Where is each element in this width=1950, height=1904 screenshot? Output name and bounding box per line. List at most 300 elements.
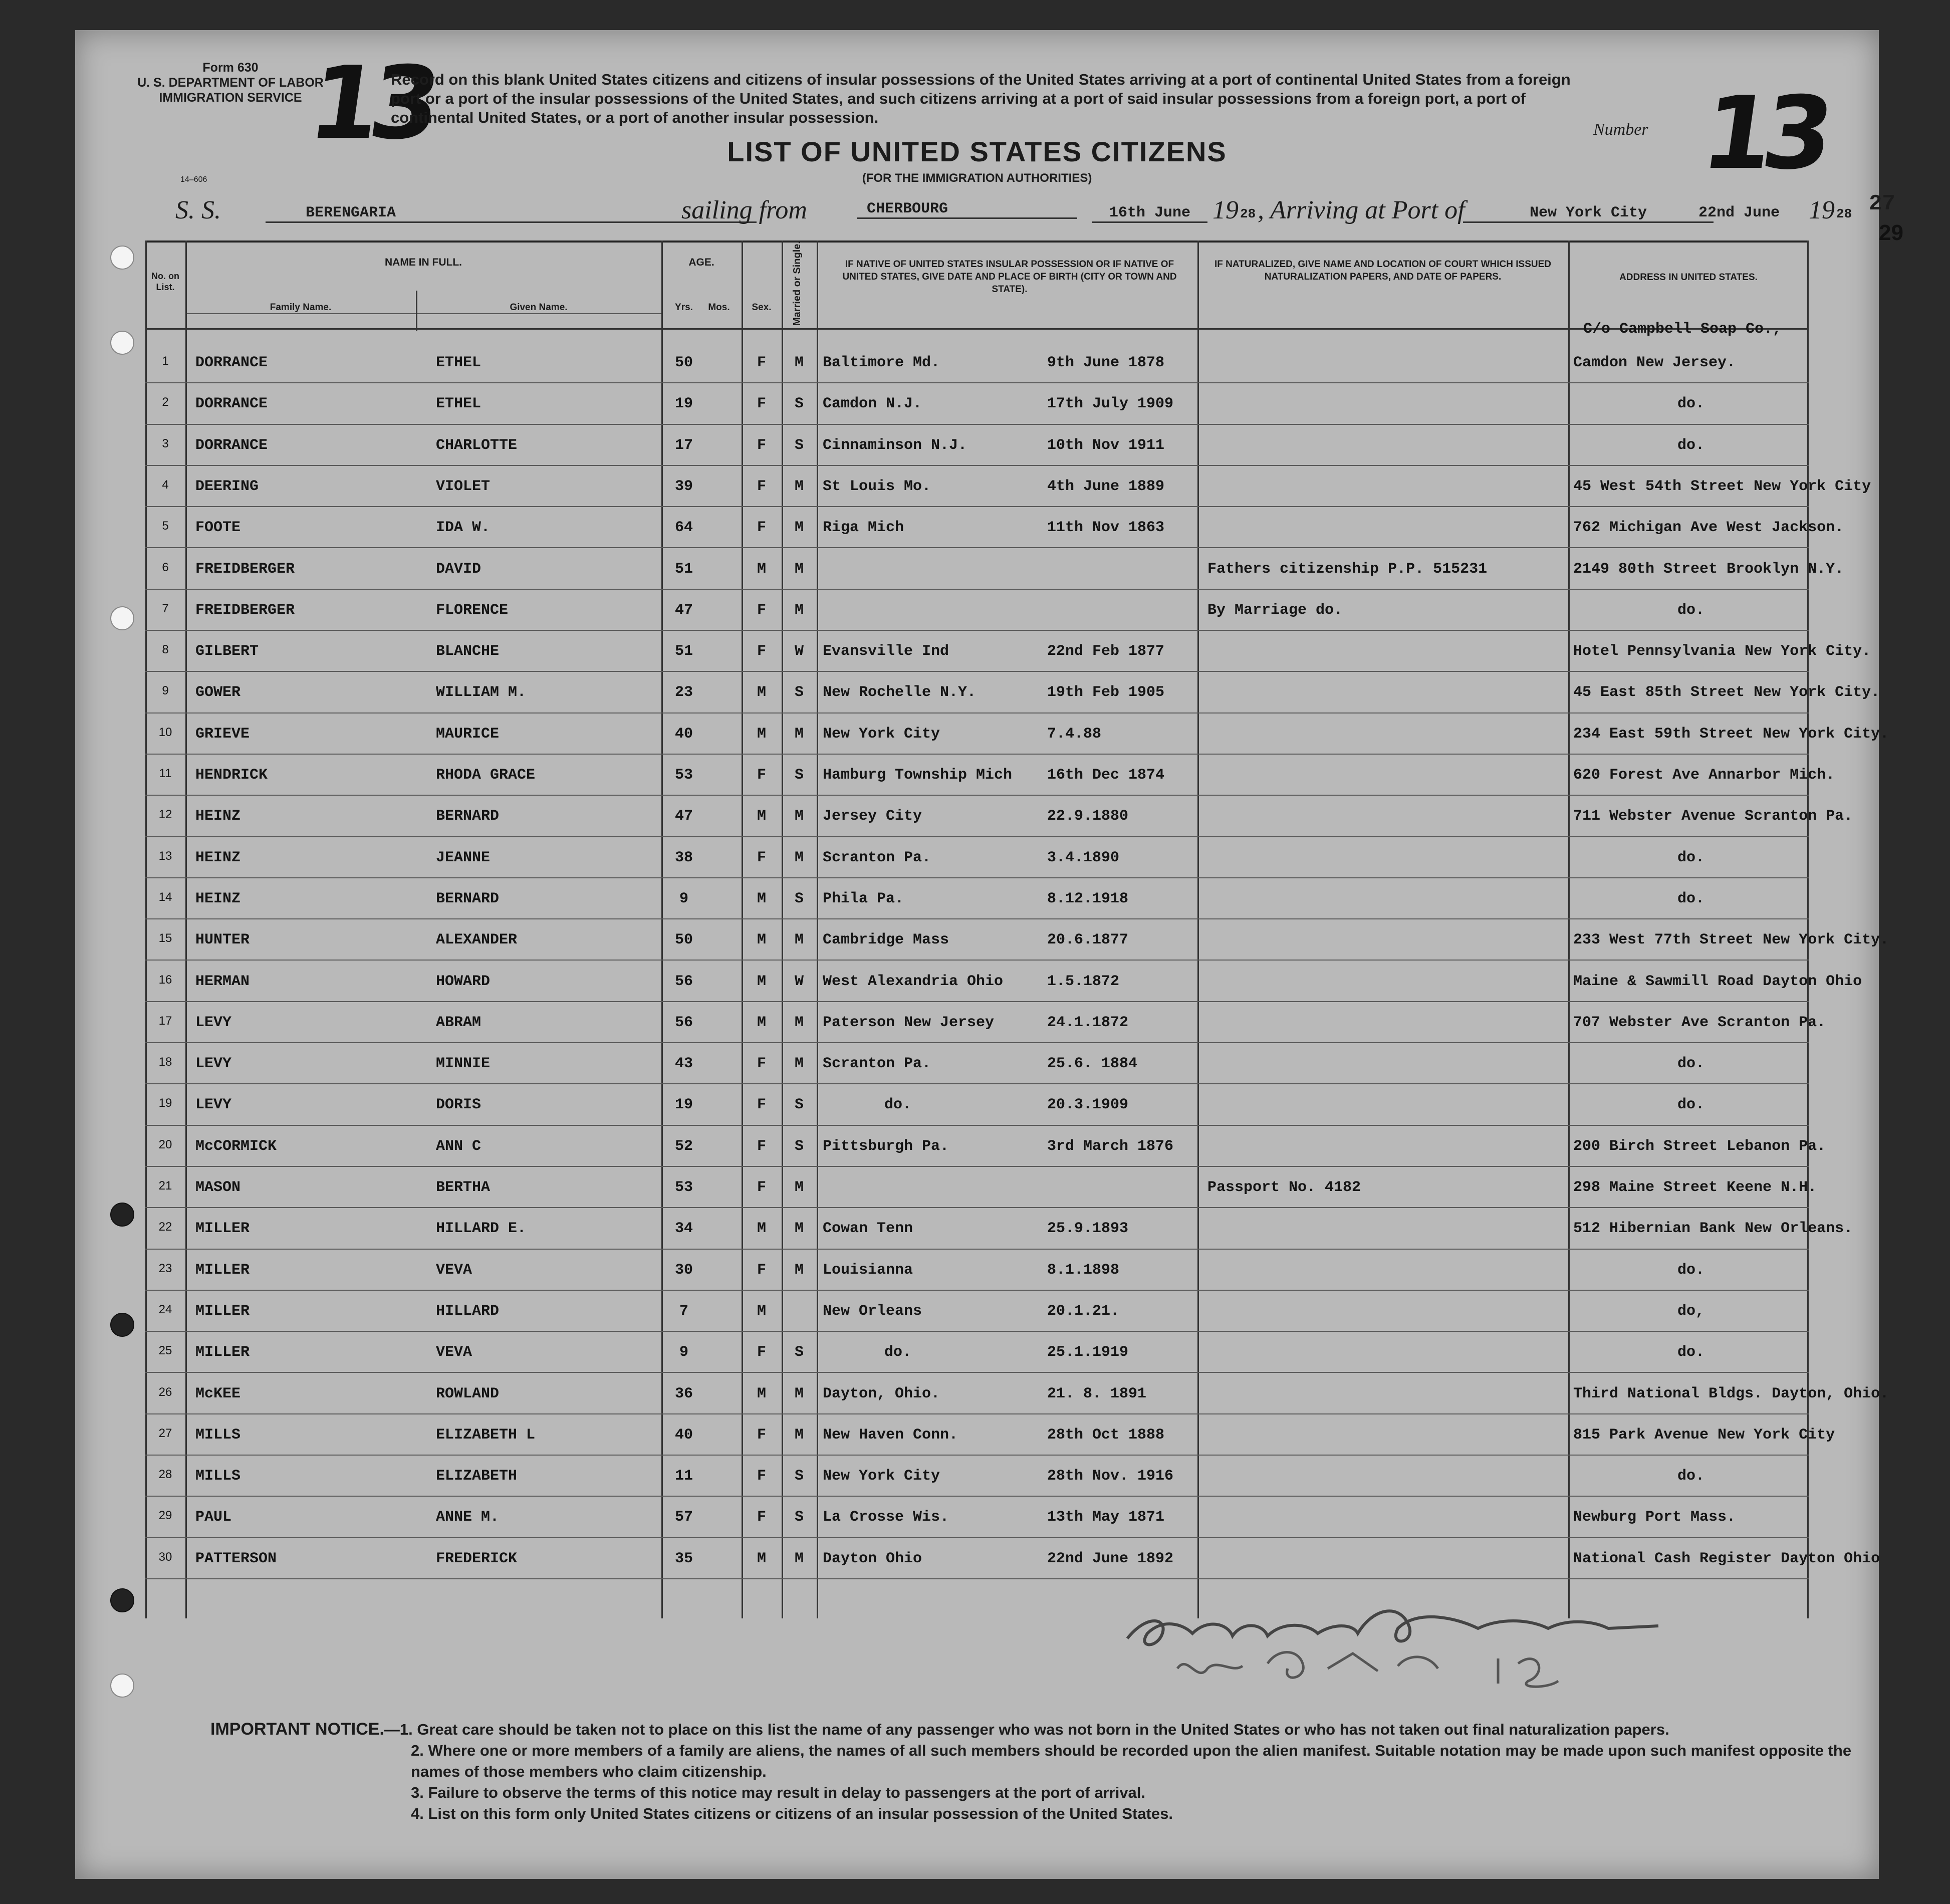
cell-no: 16 xyxy=(158,973,172,987)
handwritten-number-right: 13 xyxy=(1695,75,1831,192)
cell-no: 24 xyxy=(158,1302,172,1316)
row-rule xyxy=(145,671,1809,672)
cell-ms: S xyxy=(794,1509,804,1526)
cell-address: 711 Webster Avenue Scranton Pa. xyxy=(1573,808,1853,825)
cell-given: ALEXANDER xyxy=(436,931,518,949)
cell-sex: M xyxy=(757,931,766,949)
cell-address: do. xyxy=(1677,1055,1704,1073)
punch-hole-icon xyxy=(110,1674,134,1698)
table-row xyxy=(145,1415,1835,1457)
cell-family: LEVY xyxy=(195,1055,232,1073)
cell-date: 3.4.1890 xyxy=(1047,849,1120,866)
cell-given: ANN C xyxy=(436,1137,481,1155)
header-sex: Sex. xyxy=(752,302,772,313)
table-row xyxy=(145,797,1853,838)
cell-age: 51 xyxy=(674,560,693,578)
cell-age: 23 xyxy=(674,684,693,701)
cell-place: Cambridge Mass xyxy=(823,931,949,949)
table-row xyxy=(145,508,1844,549)
cell-given: MINNIE xyxy=(436,1055,491,1073)
cell-family: MASON xyxy=(195,1179,241,1196)
cell-ms: S xyxy=(794,436,804,454)
cell-ms: M xyxy=(794,1014,804,1031)
row-rule xyxy=(145,877,1809,878)
header-no: No. on List. xyxy=(151,271,179,292)
departure-year: 28 xyxy=(1240,206,1256,221)
cell-date: 7.4.88 xyxy=(1047,725,1102,743)
cell-family: HEINZ xyxy=(195,890,241,907)
important-notice xyxy=(210,1719,1864,1824)
cell-given: ELIZABETH L xyxy=(436,1426,536,1444)
cell-ms: M xyxy=(794,808,804,825)
row-rule xyxy=(145,1001,1809,1002)
cell-no: 20 xyxy=(158,1137,172,1151)
cell-ms: M xyxy=(794,849,804,866)
row-rule xyxy=(145,1413,1809,1414)
notice-title: IMPORTANT NOTICE. xyxy=(210,1720,384,1739)
cell-age: 9 xyxy=(679,1344,688,1361)
cell-age: 30 xyxy=(674,1261,693,1279)
cell-address: 815 Park Avenue New York City xyxy=(1573,1426,1835,1444)
row-rule xyxy=(145,960,1809,961)
cell-age: 40 xyxy=(674,1426,693,1444)
cell-sex: F xyxy=(757,601,766,619)
arriving-label: , Arriving at Port of xyxy=(1258,196,1465,224)
header-name-in-full: NAME IN FULL. xyxy=(385,257,462,268)
cell-age: 17 xyxy=(674,436,693,454)
cell-place: Cowan Tenn xyxy=(823,1220,913,1238)
row-rule xyxy=(145,836,1809,837)
arrival-date: 22nd June xyxy=(1698,204,1780,221)
cell-ms: M xyxy=(794,725,804,743)
cell-date: 1.5.1872 xyxy=(1047,973,1120,990)
table-row xyxy=(145,321,1809,384)
cell-date: 17th July 1909 xyxy=(1047,395,1174,413)
cell-age: 40 xyxy=(674,725,693,743)
cell-family: HEINZ xyxy=(195,808,241,825)
cell-sex: M xyxy=(757,1550,766,1567)
cell-sex: F xyxy=(757,1055,766,1073)
row-rule xyxy=(145,1042,1809,1043)
cell-sex: M xyxy=(757,1014,766,1031)
cell-address: Maine & Sawmill Road Dayton Ohio xyxy=(1573,973,1862,990)
year-prefix-arrival: 19 xyxy=(1809,196,1835,224)
row-rule xyxy=(145,1166,1809,1167)
cell-ms: M xyxy=(794,1550,804,1567)
cell-age: 39 xyxy=(674,478,693,495)
cell-given: HILLARD E. xyxy=(436,1220,527,1238)
cell-ms: S xyxy=(794,1468,804,1485)
table-row xyxy=(145,1085,1809,1126)
cell-no: 8 xyxy=(162,643,169,657)
cell-date: 8.12.1918 xyxy=(1047,890,1129,907)
inspector-signature xyxy=(1117,1573,1719,1704)
cell-family: DORRANCE xyxy=(195,436,268,454)
cell-age: 51 xyxy=(674,643,693,660)
row-rule xyxy=(145,630,1809,631)
cell-date: 9th June 1878 xyxy=(1047,354,1165,371)
cell-address: do. xyxy=(1677,601,1704,619)
cell-ms: W xyxy=(794,973,804,990)
table-row xyxy=(145,1251,1809,1292)
cell-given: BERNARD xyxy=(436,890,500,907)
cell-no: 10 xyxy=(158,725,172,739)
cell-no: 18 xyxy=(158,1055,172,1069)
punch-hole-icon xyxy=(110,246,134,270)
cell-no: 14 xyxy=(158,890,172,904)
page-title: LIST OF UNITED STATES CITIZENS xyxy=(727,136,1227,167)
cell-ms: M xyxy=(794,1179,804,1196)
cell-place: New York City xyxy=(823,725,940,743)
cell-family: GILBERT xyxy=(195,643,259,660)
cell-place: New Haven Conn. xyxy=(823,1426,958,1444)
cell-given: BERTHA xyxy=(436,1179,491,1196)
cell-address: 2149 80th Street Brooklyn N.Y. xyxy=(1573,560,1844,578)
table-row xyxy=(145,715,1889,756)
cell-ms: S xyxy=(794,1137,804,1155)
table-row xyxy=(145,879,1809,920)
cell-sex: F xyxy=(757,1426,766,1444)
cell-given: ELIZABETH xyxy=(436,1468,518,1485)
cell-sex: M xyxy=(757,973,766,990)
cell-date: 22nd Feb 1877 xyxy=(1047,643,1165,660)
cell-no: 27 xyxy=(158,1426,172,1440)
cell-no: 13 xyxy=(158,849,172,863)
cell-address: do, xyxy=(1677,1302,1704,1320)
table-row xyxy=(145,1292,1809,1333)
cell-no: 9 xyxy=(162,684,169,698)
cell-place: La Crosse Wis. xyxy=(823,1509,949,1526)
number-label: Number xyxy=(1593,120,1648,139)
cell-address: National Cash Register Dayton Ohio xyxy=(1573,1550,1880,1567)
cell-address: do. xyxy=(1677,1096,1704,1114)
cell-given: BERNARD xyxy=(436,808,500,825)
cell-ms: M xyxy=(794,1426,804,1444)
row-rule xyxy=(145,1455,1809,1456)
cell-place: Camdon N.J. xyxy=(823,395,922,413)
cell-age: 19 xyxy=(674,1096,693,1114)
table-row xyxy=(145,632,1871,673)
cell-sex: M xyxy=(757,890,766,907)
cell-given: FLORENCE xyxy=(436,601,509,619)
cell-place: St Louis Mo. xyxy=(823,478,931,495)
table-row xyxy=(145,962,1862,1003)
cell-no: 29 xyxy=(158,1509,172,1523)
cell-date: 28th Nov. 1916 xyxy=(1047,1468,1174,1485)
cell-date: 13th May 1871 xyxy=(1047,1509,1165,1526)
voyage-line xyxy=(175,191,1895,225)
cell-address: do. xyxy=(1677,849,1704,866)
cell-place: Dayton, Ohio. xyxy=(823,1385,940,1402)
cell-given: WILLIAM M. xyxy=(436,684,527,701)
stamp-number: 27 xyxy=(1869,191,1895,216)
cell-given: HILLARD xyxy=(436,1302,500,1320)
cell-ms: M xyxy=(794,519,804,537)
form-info xyxy=(135,60,326,105)
table-row xyxy=(145,673,1880,714)
row-rule xyxy=(145,1125,1809,1126)
cell-address: 298 Maine Street Keene N.H. xyxy=(1573,1179,1817,1196)
cell-place: Hamburg Township Mich xyxy=(823,767,1013,784)
sailing-label: sailing from xyxy=(681,196,807,224)
header-married-single: Married or Single. xyxy=(792,241,803,326)
cell-age: 53 xyxy=(674,767,693,784)
row-rule xyxy=(145,1083,1809,1084)
cell-date: 20.3.1909 xyxy=(1047,1096,1129,1114)
cell-place: do. xyxy=(884,1344,911,1361)
header-yrs: Yrs. xyxy=(675,302,693,313)
cell-address: 234 East 59th Street New York City. xyxy=(1573,725,1889,743)
cell-given: RHODA GRACE xyxy=(436,767,536,784)
punch-hole-icon xyxy=(110,1588,134,1612)
cell-no: 5 xyxy=(162,519,169,533)
cell-date: 20.6.1877 xyxy=(1047,931,1129,949)
cell-given: ETHEL xyxy=(436,354,481,371)
cell-date: 11th Nov 1863 xyxy=(1047,519,1165,537)
notice-item-3: 3. Failure to observe the terms of this notice may result in delay to passengers at the port of arrival. xyxy=(411,1784,1146,1801)
cell-sex: F xyxy=(757,1261,766,1279)
row-rule xyxy=(145,506,1809,507)
handwritten-number-left: 13 xyxy=(302,45,438,162)
table-top-rule xyxy=(145,241,1809,243)
cell-given: ABRAM xyxy=(436,1014,481,1031)
cell-family: DEERING xyxy=(195,478,259,495)
table-row xyxy=(145,384,1809,425)
cell-age: 47 xyxy=(674,601,693,619)
row-rule xyxy=(145,1537,1809,1538)
cell-family: LEVY xyxy=(195,1096,232,1114)
cell-family: HEINZ xyxy=(195,849,241,866)
cell-age: 56 xyxy=(674,1014,693,1031)
table-row xyxy=(145,1003,1826,1044)
port-to: New York City xyxy=(1463,204,1714,223)
cell-no: 11 xyxy=(159,767,172,780)
table-row xyxy=(145,1127,1826,1168)
cell-address: do. xyxy=(1677,1468,1704,1485)
cell-place: Dayton Ohio xyxy=(823,1550,922,1567)
cell-no: 1 xyxy=(162,354,169,368)
cell-date: 20.1.21. xyxy=(1047,1302,1120,1320)
table-row xyxy=(145,467,1871,508)
header-mos: Mos. xyxy=(708,302,730,313)
cell-place: New Rochelle N.Y. xyxy=(823,684,977,701)
cell-given: VEVA xyxy=(436,1261,472,1279)
cell-no: 17 xyxy=(158,1014,172,1028)
cell-age: 19 xyxy=(674,395,693,413)
cell-place: Jersey City xyxy=(823,808,922,825)
cell-nat: By Marriage do. xyxy=(1207,601,1343,619)
port-from: CHERBOURG xyxy=(857,200,1077,219)
cell-place: Evansville Ind xyxy=(823,643,949,660)
row-rule xyxy=(145,754,1809,755)
cell-age: 47 xyxy=(674,808,693,825)
cell-family: MILLER xyxy=(195,1302,250,1320)
table-row xyxy=(145,426,1809,467)
cell-sex: F xyxy=(757,849,766,866)
table-row xyxy=(145,1333,1809,1374)
row-rule xyxy=(145,589,1809,590)
punch-hole-icon xyxy=(110,1203,134,1227)
cell-sex: F xyxy=(757,1179,766,1196)
cell-ms: M xyxy=(794,601,804,619)
cell-family: FREIDBERGER xyxy=(195,560,295,578)
ss-label: S. S. xyxy=(175,196,221,224)
cell-place: Scranton Pa. xyxy=(823,1055,931,1073)
cell-ms: S xyxy=(794,1096,804,1114)
cell-sex: M xyxy=(757,1220,766,1238)
table-row xyxy=(145,1457,1809,1498)
cell-date: 22nd June 1892 xyxy=(1047,1550,1174,1567)
cell-no: 30 xyxy=(158,1550,172,1564)
cell-ms: S xyxy=(794,767,804,784)
cell-given: HOWARD xyxy=(436,973,491,990)
row-rule xyxy=(145,1207,1809,1208)
cell-family: GRIEVE xyxy=(195,725,250,743)
cell-age: 36 xyxy=(674,1385,693,1402)
punch-hole-icon xyxy=(110,331,134,355)
header-bottom-rule xyxy=(145,328,1809,330)
cell-given: IDA W. xyxy=(436,519,491,537)
row-rule xyxy=(145,465,1809,466)
arrival-year: 28 xyxy=(1836,206,1852,221)
cell-family: HUNTER xyxy=(195,931,250,949)
header-naturalized: IF NATURALIZED, GIVE NAME AND LOCATION OF COURT WHICH ISSUED NATURALIZATION PAPERS, AND DATE OF PAPERS. xyxy=(1214,259,1551,282)
cell-date: 10th Nov 1911 xyxy=(1047,436,1165,454)
punch-hole-icon xyxy=(110,1313,134,1337)
cell-age: 50 xyxy=(674,931,693,949)
cell-place: Scranton Pa. xyxy=(823,849,931,866)
cell-ms: M xyxy=(794,931,804,949)
cell-ms: M xyxy=(794,354,804,371)
cell-address: Third National Bldgs. Dayton, Ohio. xyxy=(1573,1385,1889,1402)
year-prefix-departure: 19 xyxy=(1212,196,1239,224)
cell-sex: M xyxy=(757,808,766,825)
cell-age: 64 xyxy=(674,519,693,537)
cell-ms: M xyxy=(794,1055,804,1073)
cell-age: 35 xyxy=(674,1550,693,1567)
record-instructions: Record on this blank United States citizens and citizens of insular possessions of the United States arriving at a port of continental United States from a foreign port or a port of the insular possessions of the United States, and such citizens arriving at a port of said insular possessions from a foreign port, a port of continental United States, or a port of another insular possession. xyxy=(391,71,1571,126)
table-row xyxy=(145,838,1809,879)
department-name: U. S. DEPARTMENT OF LABOR xyxy=(137,76,324,90)
departure-date: 16th June xyxy=(1092,204,1207,223)
cell-sex: F xyxy=(757,519,766,537)
cell-date: 28th Oct 1888 xyxy=(1047,1426,1165,1444)
cell-given: FREDERICK xyxy=(436,1550,518,1567)
cell-sex: M xyxy=(757,1302,766,1320)
cell-given: ANNE M. xyxy=(436,1509,500,1526)
cell-given: VIOLET xyxy=(436,478,491,495)
cell-address: 620 Forest Ave Annarbor Mich. xyxy=(1573,767,1835,784)
cell-address-line1: C/o Campbell Soap Co., xyxy=(1583,321,1782,338)
table-row xyxy=(145,591,1809,632)
cell-address: Hotel Pennsylvania New York City. xyxy=(1573,643,1871,660)
cell-ms: S xyxy=(794,890,804,907)
cell-ms: S xyxy=(794,395,804,413)
cell-date: 25.6. 1884 xyxy=(1047,1055,1138,1073)
cell-family: FOOTE xyxy=(195,519,241,537)
cell-address: 45 East 85th Street New York City. xyxy=(1573,684,1880,701)
cell-address: 512 Hibernian Bank New Orleans. xyxy=(1573,1220,1853,1238)
cell-family: MILLS xyxy=(195,1468,241,1485)
cell-date: 8.1.1898 xyxy=(1047,1261,1120,1279)
header-address: ADDRESS IN UNITED STATES. xyxy=(1619,272,1758,283)
cell-no: 12 xyxy=(158,808,172,822)
cell-address: Newburg Port Mass. xyxy=(1573,1509,1736,1526)
cell-sex: M xyxy=(757,684,766,701)
cell-ms: W xyxy=(794,643,804,660)
cell-given: CHARLOTTE xyxy=(436,436,518,454)
cell-address: do. xyxy=(1677,436,1704,454)
cell-given: MAURICE xyxy=(436,725,500,743)
cell-date: 3rd March 1876 xyxy=(1047,1137,1174,1155)
cell-place: New York City xyxy=(823,1468,940,1485)
header-age: AGE. xyxy=(688,257,714,268)
cell-address: do. xyxy=(1677,395,1704,413)
cell-no: 22 xyxy=(158,1220,172,1234)
cell-family: HENDRICK xyxy=(195,767,268,784)
row-rule xyxy=(145,424,1809,425)
cell-given: BLANCHE xyxy=(436,643,500,660)
cell-date: 22.9.1880 xyxy=(1047,808,1129,825)
passenger-table xyxy=(145,241,1889,1618)
cell-nat: Fathers citizenship P.P. 515231 xyxy=(1207,560,1488,578)
table-row xyxy=(145,1044,1809,1085)
cell-no: 15 xyxy=(158,931,172,945)
cell-sex: F xyxy=(757,767,766,784)
cell-age: 53 xyxy=(674,1179,693,1196)
table-row xyxy=(145,1374,1889,1415)
cell-given: ETHEL xyxy=(436,395,481,413)
cell-date: 25.9.1893 xyxy=(1047,1220,1129,1238)
row-rule xyxy=(145,547,1809,548)
cell-ms: M xyxy=(794,1261,804,1279)
cell-given: DAVID xyxy=(436,560,481,578)
cell-no: 7 xyxy=(162,601,169,615)
row-rule xyxy=(145,712,1809,713)
cell-place: Paterson New Jersey xyxy=(823,1014,995,1031)
cell-family: HERMAN xyxy=(195,973,250,990)
cell-no: 25 xyxy=(158,1344,172,1358)
cell-date: 4th June 1889 xyxy=(1047,478,1165,495)
cell-sex: F xyxy=(757,354,766,371)
cell-date: 19th Feb 1905 xyxy=(1047,684,1165,701)
page-subtitle: (FOR THE IMMIGRATION AUTHORITIES) xyxy=(862,171,1092,185)
cell-no: 26 xyxy=(158,1385,172,1399)
cell-given: VEVA xyxy=(436,1344,472,1361)
cell-place: New Orleans xyxy=(823,1302,922,1320)
header-family-name: Family Name. xyxy=(270,302,332,313)
cell-place: West Alexandria Ohio xyxy=(823,973,1004,990)
cell-sex: M xyxy=(757,1385,766,1402)
cell-given: ROWLAND xyxy=(436,1385,500,1402)
cell-age: 38 xyxy=(674,849,693,866)
cell-no: 4 xyxy=(162,478,169,492)
cell-address: 707 Webster Ave Scranton Pa. xyxy=(1573,1014,1826,1031)
cell-age: 34 xyxy=(674,1220,693,1238)
cell-sex: F xyxy=(757,1509,766,1526)
cell-family: MILLS xyxy=(195,1426,241,1444)
row-rule xyxy=(145,918,1809,919)
cell-address: Camdon New Jersey. xyxy=(1573,354,1736,371)
cell-ms: S xyxy=(794,684,804,701)
cell-place: Riga Mich xyxy=(823,519,904,537)
notice-line-1 xyxy=(210,1719,1864,1740)
cell-ms: M xyxy=(794,560,804,578)
cell-place: Phila Pa. xyxy=(823,890,904,907)
cell-place: Baltimore Md. xyxy=(823,354,940,371)
cell-no: 21 xyxy=(158,1179,172,1193)
cell-address: do. xyxy=(1677,1344,1704,1361)
